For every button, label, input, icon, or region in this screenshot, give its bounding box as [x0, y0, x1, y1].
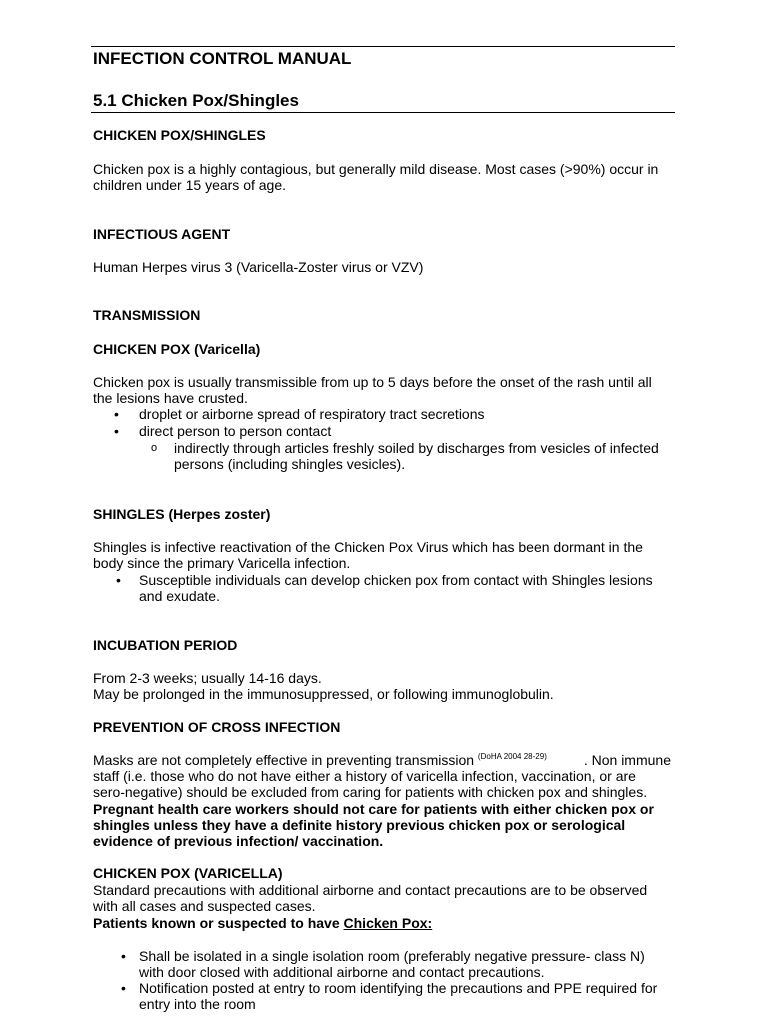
isolation-bullet-line-2: with door closed with additional airborne and contact precautions. — [139, 964, 545, 980]
notification-bullet-line-2: entry into the room — [139, 996, 256, 1012]
shingles-line-1: Shingles is infective reactivation of the Chicken Pox Virus which has been dormant in the — [93, 539, 643, 555]
prevention-line-3: sero-negative) should be excluded from caring for patients with chicken pox and shingles. — [93, 784, 648, 800]
transmission-bullet-1: droplet or airborne spread of respiratory tract secretions — [139, 406, 485, 422]
isolation-bullet-line-1: Shall be isolated in a single isolation room (preferably negative pressure- class N) — [139, 948, 645, 964]
patients-known-line — [93, 915, 671, 931]
heading-incubation: INCUBATION PERIOD — [93, 637, 238, 653]
transmission-sub-bullet-line-1: indirectly through articles freshly soiled by discharges from vesicles of infected — [174, 440, 659, 456]
bullet-dot-icon: • — [114, 423, 119, 439]
top-rule — [91, 46, 675, 47]
heading-varicella: CHICKEN POX (Varicella) — [93, 341, 261, 357]
chicken-pox-underlined: Chicken Pox: — [343, 915, 433, 931]
incubation-line-1: From 2-3 weeks; usually 14-16 days. — [93, 670, 322, 686]
bullet-dot-icon: • — [116, 572, 121, 588]
patients-prefix: Patients known or suspected to have — [93, 915, 344, 931]
transmission-line-1: Chicken pox is usually transmissible from up to 5 days before the onset of the rash until all — [93, 374, 652, 390]
prevention-line-1-text: Masks are not completely effective in preventing transmission — [93, 752, 475, 768]
heading-chicken-pox-shingles: CHICKEN POX/SHINGLES — [93, 127, 266, 143]
infectious-agent-text: Human Herpes virus 3 (Varicella-Zoster virus or VZV) — [93, 259, 424, 275]
transmission-sub-bullet-line-2: persons (including shingles vesicles). — [174, 456, 406, 472]
intro-line-1: Chicken pox is a highly contagious, but generally mild disease. Most cases (>90%) occur in — [93, 161, 659, 177]
prevention-bold-line-1: Pregnant health care workers should not care for patients with either chicken pox or — [93, 801, 654, 817]
notification-bullet-line-1: Notification posted at entry to room identifying the precautions and PPE required for — [139, 980, 658, 996]
manual-title: INFECTION CONTROL MANUAL — [93, 49, 352, 68]
varicella-line-2: with all cases and suspected cases. — [93, 898, 316, 914]
prevention-line-1-tail: . Non immune — [583, 752, 671, 768]
section-title: 5.1 Chicken Pox/Shingles — [93, 91, 299, 110]
bullet-dot-icon: • — [114, 406, 119, 422]
heading-infectious-agent: INFECTIOUS AGENT — [93, 226, 231, 242]
shingles-line-2: body since the primary Varicella infection. — [93, 555, 351, 571]
bullet-dot-icon: • — [121, 980, 126, 996]
prevention-bold-line-3: evidence of previous infection/ vaccination. — [93, 833, 384, 849]
intro-line-2: children under 15 years of age. — [93, 177, 287, 193]
heading-prevention: PREVENTION OF CROSS INFECTION — [93, 719, 341, 735]
circle-bullet-icon: o — [151, 442, 158, 454]
bullet-dot-icon: • — [121, 948, 126, 964]
prevention-line-1 — [93, 752, 671, 768]
prevention-line-2: staff (i.e. those who do not have either a history of varicella infection, vaccination, or are — [93, 768, 636, 784]
prevention-bold-line-2: shingles unless they have a definite history previous chicken pox or serological — [93, 817, 626, 833]
section-rule — [91, 112, 675, 113]
heading-shingles: SHINGLES (Herpes zoster) — [93, 506, 271, 522]
varicella-line-1: Standard precautions with additional airborne and contact precautions are to be observed — [93, 882, 648, 898]
doha-reference: (DoHA 2004 28-29) — [477, 752, 547, 761]
heading-transmission: TRANSMISSION — [93, 307, 201, 323]
incubation-line-2: May be prolonged in the immunosuppressed, or following immunoglobulin. — [93, 686, 554, 702]
transmission-bullet-2: direct person to person contact — [139, 423, 332, 439]
transmission-line-2: the lesions have crusted. — [93, 390, 248, 406]
shingles-bullet-line-2: and exudate. — [139, 588, 220, 604]
shingles-bullet-line-1: Susceptible individuals can develop chicken pox from contact with Shingles lesions — [139, 572, 653, 588]
heading-chicken-pox-varicella: CHICKEN POX (VARICELLA) — [93, 865, 283, 881]
